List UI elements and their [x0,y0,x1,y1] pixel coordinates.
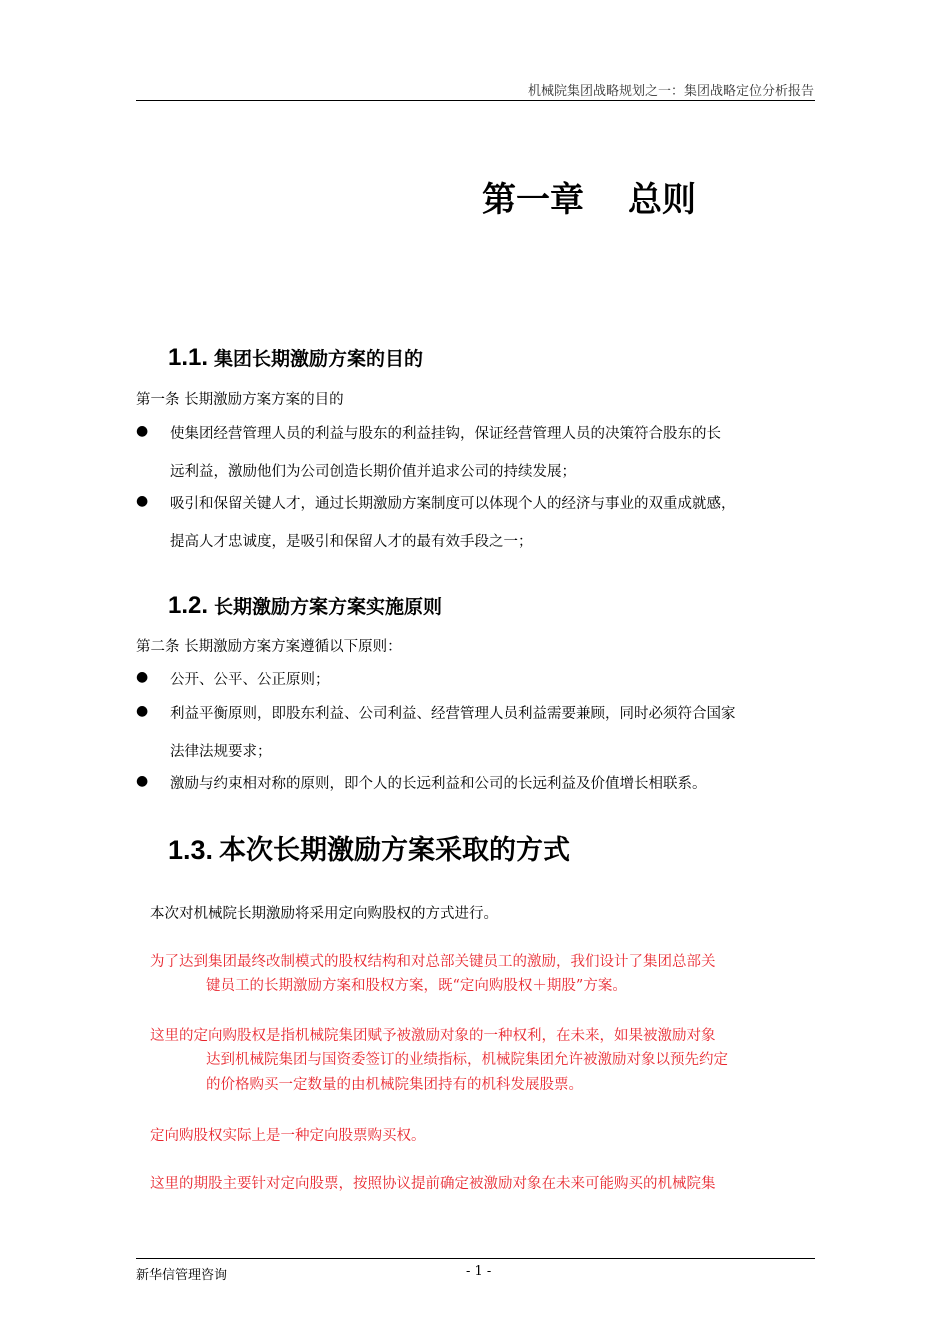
chapter-label: 第一章 [482,180,584,220]
bullet-text-cont: 法律法规要求； [170,744,272,760]
footer-rule [136,1258,815,1259]
bullet-text: 吸引和保留关键人才，通过长期激励方案制度可以体现个人的经济与事业的双重成就感， [170,496,736,512]
bullet-icon: ● [136,703,149,719]
section-title: 本次长期激励方案采取的方式 [219,835,571,866]
section-title: 集团长期激励方案的目的 [214,348,424,370]
intro-paragraph: 本次对机械院长期激励将采用定向购股权的方式进行。 [150,906,498,922]
bullet-text-cont: 远利益，激励他们为公司创造长期价值并追求公司的持续发展； [170,464,576,480]
chapter-heading [482,172,696,221]
red-paragraph-4: 这里的期股主要针对定向股票，按照协议提前确定被激励对象在未来可能购买的机械院集 [150,1176,716,1192]
bullet-icon: ● [136,493,149,509]
red-paragraph-2-cont: 的价格购买一定数量的由机械院集团持有的机科发展股票。 [206,1077,583,1093]
bullet-text: 使集团经营管理人员的利益与股东的利益挂钩，保证经营管理人员的决策符合股东的长 [170,426,721,442]
bullet-icon: ● [136,773,149,789]
section-number: 1.1. [168,344,209,371]
red-paragraph-1: 为了达到集团最终改制模式的股权结构和对总部关键员工的激励，我们设计了集团总部关 [150,954,716,970]
bullet-icon: ● [136,669,149,685]
header-title: 机械院集团战略规划之一：集团战略定位分析报告 [527,84,814,99]
bullet-icon: ● [136,423,149,439]
section-title: 长期激励方案方案实施原则 [214,596,443,618]
footer-company: 新华信管理咨询 [136,1268,228,1283]
section-number: 1.2. [168,592,209,619]
article-2: 第二条 长期激励方案方案遵循以下原则： [136,639,402,655]
bullet-text: 公开、公平、公正原则； [170,672,330,688]
red-paragraph-1-cont: 键员工的长期激励方案和股权方案，既“定向购股权＋期股”方案。 [206,978,627,994]
article-1: 第一条 长期激励方案方案的目的 [136,392,344,408]
red-paragraph-3: 定向购股权实际上是一种定向股票购买权。 [150,1128,426,1144]
bullet-text-cont: 提高人才忠诚度，是吸引和保留人才的最有效手段之一； [170,534,533,550]
header-rule [136,100,815,101]
footer-page-number: - 1 - [466,1264,492,1279]
section-1-1-heading [168,344,423,372]
section-1-2-heading [168,592,442,620]
bullet-text: 利益平衡原则，即股东利益、公司利益、经营管理人员利益需要兼顾，同时必须符合国家 [170,706,736,722]
chapter-title: 总则 [628,180,696,220]
red-paragraph-2-cont: 达到机械院集团与国资委签订的业绩指标，机械院集团允许被激励对象以预先约定 [206,1052,728,1068]
section-number: 1.3. [168,835,214,865]
section-1-3-heading [168,828,570,867]
bullet-text: 激励与约束相对称的原则，即个人的长远利益和公司的长远利益及价值增长相联系。 [170,776,707,792]
red-paragraph-2: 这里的定向购股权是指机械院集团赋予被激励对象的一种权利，在未来，如果被激励对象 [150,1028,716,1044]
